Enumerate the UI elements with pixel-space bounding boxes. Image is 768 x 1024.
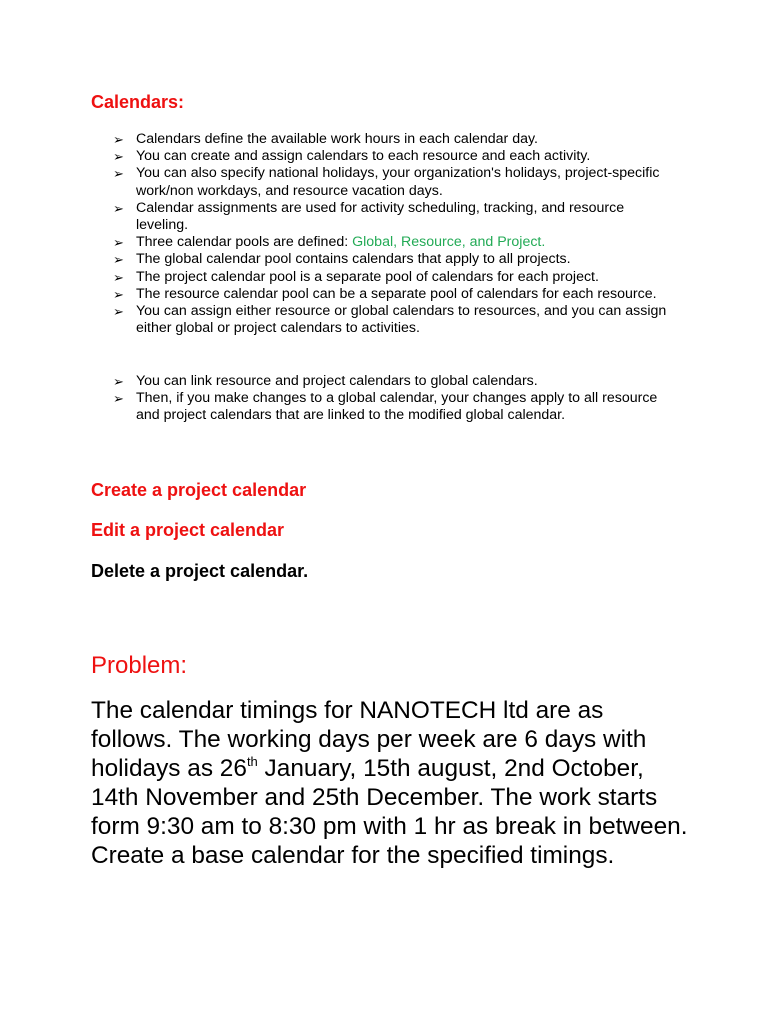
bullet-item: [113, 165, 673, 199]
arrowhead-bullet-icon: ➢: [113, 149, 124, 165]
problem-text-part-1: The calendar timings for NANOTECH ltd are as follows. The working days per week are 6 days with holidays as 26: [91, 697, 647, 782]
bullet-text: You can also specify national holidays, your organization's holidays, project-specific work/non workdays, and resource vacation days.: [136, 165, 660, 199]
bullet-item: [113, 251, 673, 268]
bullet-item: [113, 269, 673, 286]
bullet-text: You can link resource and project calendars to global calendars.: [136, 373, 538, 389]
arrowhead-bullet-icon: ➢: [113, 235, 124, 251]
bullet-text: You can create and assign calendars to each resource and each activity.: [136, 148, 591, 165]
delete-project-calendar-heading: Delete a project calendar.: [91, 561, 309, 581]
bullet-text: The resource calendar pool can be a separate pool of calendars for each resource.: [136, 285, 657, 302]
problem-statement: [91, 697, 691, 870]
bullet-item: [113, 303, 673, 337]
bullet-item: [113, 373, 673, 390]
create-project-calendar-heading: Create a project calendar: [91, 480, 307, 500]
arrowhead-bullet-icon: ➢: [113, 200, 124, 216]
edit-project-calendar-heading: Edit a project calendar: [91, 520, 285, 540]
bullet-text: Calendars define the available work hours in each calendar day.: [136, 131, 538, 147]
arrowhead-bullet-icon: ➢: [113, 132, 124, 147]
bullet-text: Then, if you make changes to a global calendar, your changes apply to all resource and project calendars that are linked to the modified global calendar.: [136, 390, 658, 424]
bullet-item: [113, 200, 673, 234]
bullet-item: [113, 286, 673, 303]
calendars-heading: Calendars:: [91, 92, 185, 112]
bullet-item-pools: [113, 234, 673, 251]
bullet-text: Calendar assignments are used for activity scheduling, tracking, and resource leveling.: [136, 199, 625, 234]
bullet-text: You can assign either resource or global calendars to resources, and you can assign either global or project calendars to activities.: [136, 303, 667, 337]
bullet-item: [113, 131, 673, 148]
bullet-text: The global calendar pool contains calendars that apply to all projects.: [136, 251, 571, 268]
arrowhead-bullet-icon: ➢: [113, 304, 124, 320]
calendar-pools-highlight: Global, Resource, and Project.: [352, 234, 546, 251]
bullet-item: [113, 148, 673, 165]
bullet-text: The project calendar pool is a separate pool of calendars for each project.: [136, 268, 599, 285]
bullet-list-linking: [113, 373, 673, 425]
arrowhead-bullet-icon: ➢: [113, 166, 124, 182]
bullet-text: Three calendar pools are defined:: [136, 234, 353, 251]
ordinal-superscript: th: [246, 753, 258, 769]
bullet-item: [113, 390, 673, 424]
arrowhead-bullet-icon: ➢: [113, 269, 124, 285]
arrowhead-bullet-icon: ➢: [113, 252, 124, 268]
arrowhead-bullet-icon: ➢: [113, 286, 124, 302]
problem-text-part-2: January, 15th august, 2nd October, 14th November and 25th December. The work starts form 9:30 am to 8:30 pm with 1 hr as break in between. Create a base calendar for the specified timings.: [91, 754, 688, 869]
bullet-list-main: [113, 131, 673, 337]
arrowhead-bullet-icon: ➢: [113, 374, 124, 389]
arrowhead-bullet-icon: ➢: [113, 391, 124, 407]
problem-heading: Problem:: [91, 652, 188, 679]
